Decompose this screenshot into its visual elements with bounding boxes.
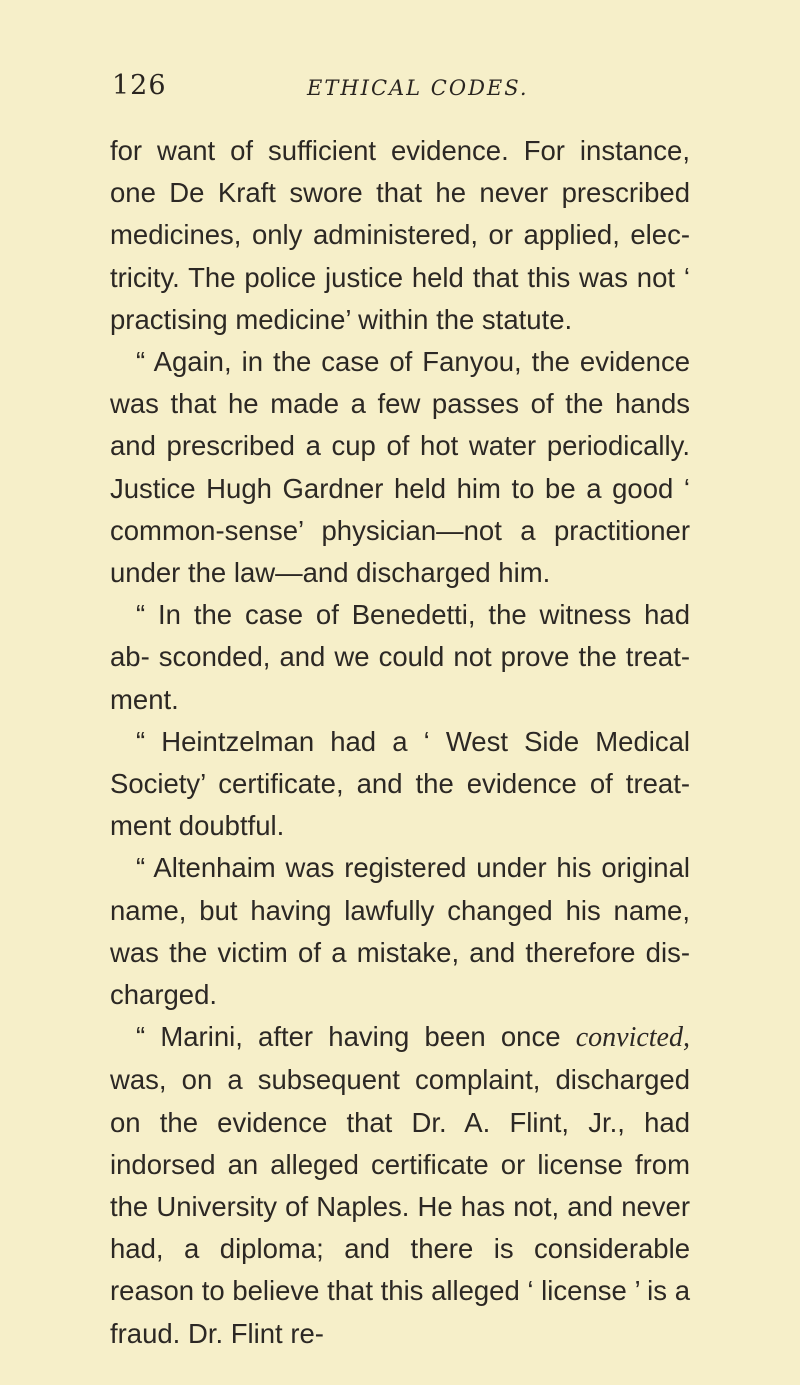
paragraph-altenhaim: “ Altenhaim was registered under his original name, but having lawfully changed his name, was the victim of a mistake, and therefore dis- charged. <box>110 852 690 1011</box>
body-text <box>110 130 690 1355</box>
paragraph-marini-start: “ Marini, after having been once <box>136 1021 576 1053</box>
paragraph-fanyou: “ Again, in the case of Fanyou, the evidence was that he made a few passes of the hands and prescribed a cup of hot water periodically. Justice Hugh Gardner held him to be a good ‘ common-sense’ physician—not a practitioner under the law—and discharged him. <box>110 346 690 589</box>
paragraph-heintzelman: “ Heintzelman had a ‘ West Side Medical Society’ certificate, and the evidence of treat- ment doubtful. <box>110 725 690 842</box>
paragraph-de-kraft: for want of sufficient evidence. For instance, one De Kraft swore that he never prescribed medicines, only administered, or applied, elec- tricity. The police justice held that this was not ‘ practising medicine’ within the statute. <box>110 135 690 335</box>
emphasis-convicted: convicted, <box>575 1022 690 1054</box>
running-title: ETHICAL CODES. <box>307 76 529 100</box>
page-number: 126 <box>112 70 167 101</box>
paragraph-marini-end: was, on a subsequent complaint, discharged on the evidence that Dr. A. Flint, Jr., had indorsed an alleged certificate or license from the University of Naples. He has not, and never had, a diploma; and there is considerable reason to believe that this alleged ‘ license ’ is a fraud. Dr. Flint re- <box>110 1064 690 1349</box>
paragraph-benedetti: “ In the case of Benedetti, the witness had ab- sconded, and we could not prove the treat- ment. <box>110 599 690 715</box>
running-head <box>112 70 692 118</box>
paragraph-marini <box>110 1016 690 1355</box>
